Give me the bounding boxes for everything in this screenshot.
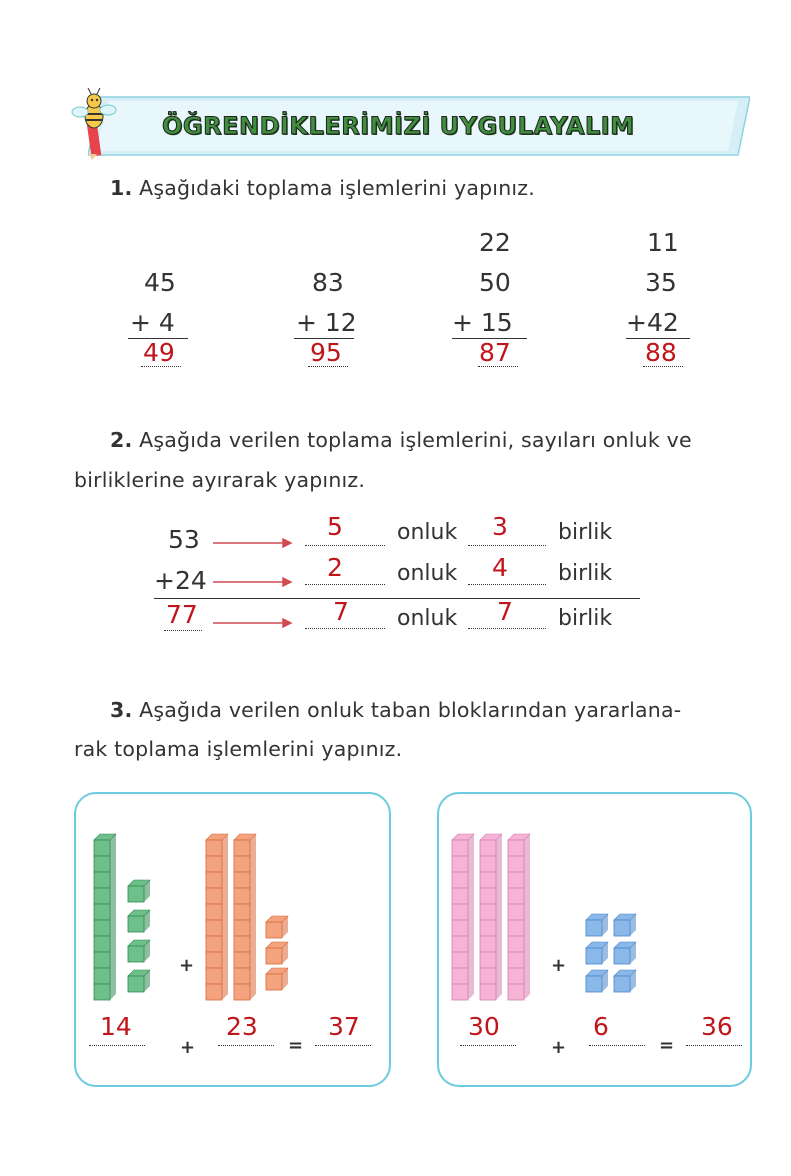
q1-p4-addend: +42 [626,308,679,337]
q2-row3-birlik: birlik [558,606,613,631]
q3-right-a-dots [460,1045,516,1046]
q3-left-b: 23 [226,1012,258,1041]
green-unit-cube [128,970,150,992]
q2-row1-onluk: onluk [397,520,458,545]
q3-left-b-dots [218,1045,274,1046]
q1-p3-line1: 22 [479,228,511,257]
q2-row3-tens-dots [305,628,385,629]
q3-right-a: 30 [468,1012,500,1041]
orange-unit-cube [266,942,288,964]
q2-row1-tens-dots [305,545,385,546]
q2-row2-tens-dots [305,584,385,585]
q2-row1-left: 53 [168,525,200,554]
q1-p1-line1: 45 [144,268,176,297]
blue-unit-cube [586,970,608,992]
q1-prompt [110,176,535,200]
q3-right-sum-dots [686,1045,742,1046]
q3-prompt-line1 [110,698,770,722]
green-unit-cube [128,910,150,932]
q1-p2-addend: + 12 [296,308,357,337]
q2-prompt-line1 [110,428,760,452]
orange-unit-cube [266,916,288,938]
q1-p1-dots [141,366,181,367]
q3-left-sum-dots [315,1045,371,1046]
q3-text-line1: Aşağıda verilen onluk taban bloklarından yararlana- [139,698,682,722]
q2-row2-tens: 2 [327,553,343,582]
q2-row3-ones-dots [468,628,546,629]
q3-left-plus: + [180,1037,196,1058]
q2-text-line1: Aşağıda verilen toplama işlemlerini, sayıları onluk ve [139,428,692,452]
q2-text-line2: birliklerine ayırarak yapınız. [74,468,366,492]
blue-unit-cube [586,914,608,936]
q3-left-block-plus: + [179,955,195,976]
q1-p2-line1: 83 [312,268,344,297]
q1-p1-answer: 49 [143,338,175,367]
q3-right-eq: = [659,1035,675,1056]
q3-number: 3. [110,698,133,722]
q2-row2-left: +24 [154,566,207,595]
green-ten-rod [94,834,116,1000]
q1-p2-answer: 95 [310,338,342,367]
q3-right-b-dots [589,1045,645,1046]
q1-p4-line2: 35 [645,268,677,297]
green-unit-cube [128,880,150,902]
q2-row3-left: 77 [166,600,198,629]
banner-title: ÖĞRENDİKLERİMİZİ UYGULAYALIM [162,112,635,140]
q2-row1-tens: 5 [327,512,343,541]
q1-number: 1. [110,176,133,200]
q3-text-line2: rak toplama işlemlerini yapınız. [74,737,403,761]
orange-ten-rod [234,834,256,1000]
pink-ten-rod [508,834,530,1000]
green-unit-cube [128,940,150,962]
q2-row1-birlik: birlik [558,520,613,545]
q1-p4-line1: 11 [647,228,679,257]
q2-row1-ones-dots [468,545,546,546]
pink-ten-rod [480,834,502,1000]
q1-p3-addend: + 15 [452,308,513,337]
q2-arrows [213,532,293,632]
q1-p3-line2: 50 [479,268,511,297]
q1-text: Aşağıdaki toplama işlemlerini yapınız. [139,176,535,200]
orange-ten-rod [206,834,228,1000]
q2-row2-ones: 4 [492,553,508,582]
q3-right-blocks [448,828,668,1003]
q2-row2-ones-dots [468,584,546,585]
q2-number: 2. [110,428,133,452]
pink-ten-rod [452,834,474,1000]
q2-row2-onluk: onluk [397,561,458,586]
q2-row2-birlik: birlik [558,561,613,586]
blue-unit-cube [614,914,636,936]
q1-p4-answer: 88 [645,338,677,367]
q1-p2-dots [308,366,348,367]
q3-right-sum: 36 [701,1012,733,1041]
q3-right-block-plus: + [551,955,567,976]
q2-row3-left-dots [164,630,202,631]
bee-pencil-icon [70,88,120,160]
orange-unit-cube [266,968,288,990]
q1-p3-dots [478,366,518,367]
q2-row3-ones: 7 [497,597,513,626]
q2-row1-ones: 3 [492,512,508,541]
q3-right-b: 6 [593,1012,609,1041]
blue-unit-cube [614,970,636,992]
q3-left-a-dots [89,1045,145,1046]
q3-left-blocks [90,828,310,1003]
q3-left-a: 14 [100,1012,132,1041]
q3-left-sum: 37 [328,1012,360,1041]
q1-p1-addend: + 4 [130,308,175,337]
q1-p3-answer: 87 [479,338,511,367]
blue-unit-cube [586,942,608,964]
q1-p4-dots [643,366,683,367]
q2-row3-onluk: onluk [397,606,458,631]
q3-right-plus: + [551,1037,567,1058]
blue-unit-cube [614,942,636,964]
q2-row3-tens: 7 [333,597,349,626]
q3-left-eq: = [288,1035,304,1056]
